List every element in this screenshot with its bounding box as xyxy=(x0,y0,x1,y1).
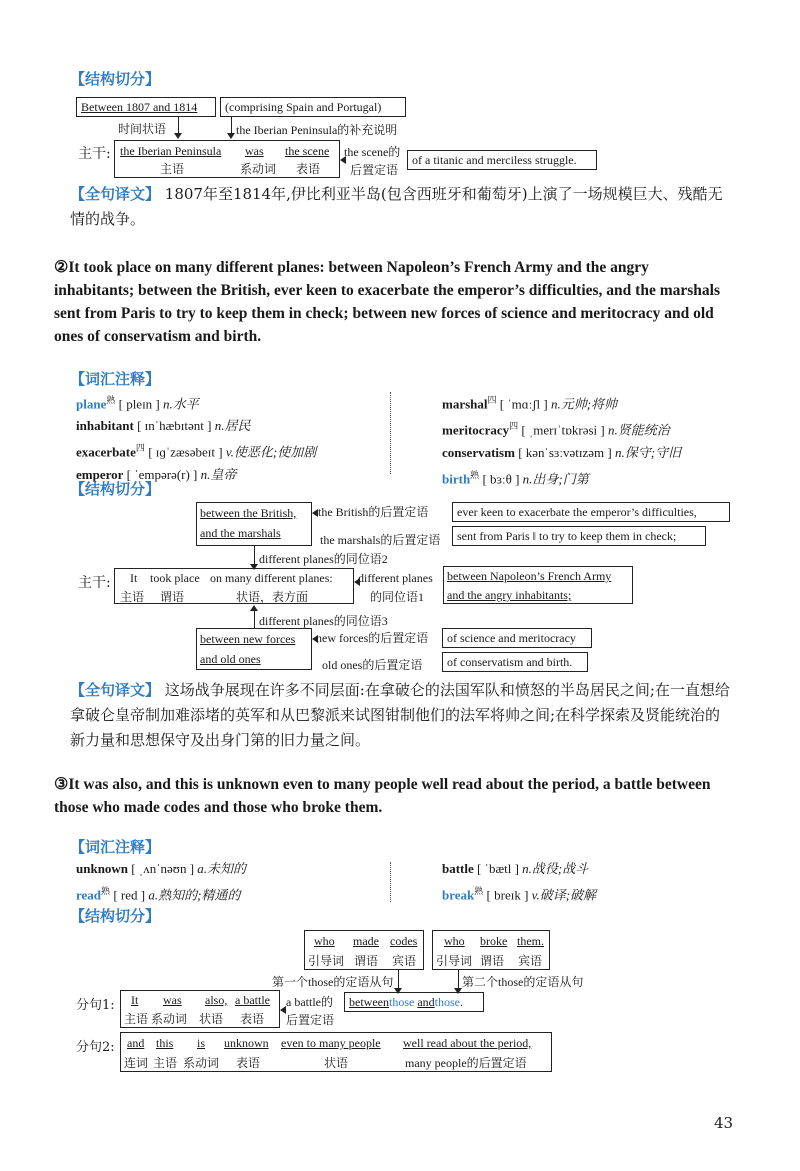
conservatism-box xyxy=(442,652,588,672)
rc1-note: 第一个those的定语从句 xyxy=(272,975,394,989)
translation-2 xyxy=(70,678,732,753)
those-1: those xyxy=(388,995,415,1009)
rc2-rel-label: 引导词 xyxy=(436,954,473,968)
vocab-item: emperor [ ˈempərə(r) ] n.皇帝 xyxy=(76,466,237,482)
clause1-pred-label: 表语 xyxy=(240,1012,265,1026)
structure-heading-1: 【结构切分】 xyxy=(70,70,161,88)
rc2-broke: broke xyxy=(480,934,508,948)
vocab-item: read$^熟$ [ red ] a.熟知的;精通的 xyxy=(76,886,241,903)
battle-note-1: a battle的 xyxy=(286,995,333,1009)
note-new-forces: new forces的后置定语 xyxy=(316,631,429,645)
sentence-3-number: ③ xyxy=(54,776,69,793)
rc1-made: made xyxy=(353,934,379,948)
rc1-obj-label: 宾语 xyxy=(392,954,417,968)
vocab-item: marshal$^四$ [ ˈmɑːʃl ] n.元帅;将帅 xyxy=(442,395,618,412)
sentence-3-text: It was also, and this is unknown even to many people well read about the period, a battle between those who made codes and those who broke them. xyxy=(54,776,711,816)
rc1-who: who xyxy=(314,934,335,948)
vocab-divider xyxy=(390,392,391,474)
time-adverbial-text: Between 1807 and 1814 xyxy=(81,100,198,114)
clause1-subject-label: 主语 xyxy=(124,1012,149,1026)
clause2-and: and xyxy=(127,1036,145,1050)
vocab-item: conservatism [ kənˈsɜːvətɪzəm ] n.保守;守旧 xyxy=(442,444,682,460)
time-adverbial-box xyxy=(76,97,216,117)
note-time-adverbial: 时间状语 xyxy=(118,122,167,136)
keen-text: ever keen to exacerbate the emperor’s difficulties, xyxy=(457,505,697,519)
clause2-unknown: unknown xyxy=(224,1036,269,1050)
attributive-text: of a titanic and merciless struggle. xyxy=(412,153,577,167)
main-adverbial-label: 状语，表方面 xyxy=(236,590,309,604)
between-british: between the British, xyxy=(200,506,297,520)
appositive-2-note: different planes的同位语2 xyxy=(259,552,388,566)
science-text: of science and meritocracy xyxy=(447,631,576,645)
sent-text: sent from Paris ‖ to try to keep them in check; xyxy=(457,529,677,543)
between-word: between xyxy=(349,995,389,1009)
main-predicative: the scene xyxy=(285,144,330,158)
vocab-item: break$^熟$ [ breɪk ] v.破译;破解 xyxy=(442,886,597,903)
parenthetical-box xyxy=(220,97,406,117)
clause2-adv-label: 状语 xyxy=(324,1056,349,1070)
vocab-item: unknown [ ˌʌnˈnəʊn ] a.未知的 xyxy=(76,861,247,876)
and-marshals: and the marshals xyxy=(200,526,281,540)
sentence-2-number: ② xyxy=(54,259,69,276)
clause2-link-label: 系动词 xyxy=(183,1056,220,1070)
clause2-this: this xyxy=(156,1036,174,1050)
vocab-list-3-right xyxy=(442,858,596,906)
clause2-attr-label: many people的后置定语 xyxy=(405,1056,527,1070)
note-british: the British的后置定语 xyxy=(318,505,429,519)
vocab-item: plane$^熟$ [ pleɪn ] n.水平 xyxy=(76,395,199,412)
verb-label: 系动词 xyxy=(240,162,277,176)
rc2-obj-label: 宾语 xyxy=(518,954,543,968)
vocab-heading-2: 【词汇注释】 xyxy=(70,370,161,388)
battle-note-2: 后置定语 xyxy=(286,1013,335,1027)
those-2: those xyxy=(434,995,460,1009)
rc1-rel-label: 引导词 xyxy=(308,954,345,968)
main-label-1: 主干: xyxy=(78,146,111,162)
main-verb-label: 谓语 xyxy=(160,590,185,604)
vocab-item: exacerbate$^四$ [ ɪɡˈzæsəbeɪt ] v.使恶化;使加剧 xyxy=(76,443,317,460)
clause1-it: It xyxy=(131,993,139,1007)
vocab-item: meritocracy$^四$ [ ˌmerɪˈtɒkrəsi ] n.贤能统治 xyxy=(442,421,670,438)
subject-label: 主语 xyxy=(160,162,185,176)
parenthetical-text: (comprising Spain and Portugal) xyxy=(225,100,382,114)
vocab-item: inhabitant [ ɪnˈhæbɪtənt ] n.居民 xyxy=(76,418,251,434)
rc2-note: 第二个those的定语从句 xyxy=(462,975,584,989)
main-verb: was xyxy=(245,144,264,158)
rc2-who: who xyxy=(444,934,465,948)
sentence-2 xyxy=(54,256,730,348)
clause1-adv-label: 状语 xyxy=(199,1012,224,1026)
appositive-1-note-a: different planes xyxy=(358,571,433,585)
clause1-was: was xyxy=(163,993,182,1007)
main-planes: on many different planes: xyxy=(210,571,333,585)
vocab-list-2-left xyxy=(76,389,316,486)
note-marshals: the marshals的后置定语 xyxy=(320,533,441,547)
vocab-item: birth$^熟$ [ bɜːθ ] n.出身;门第 xyxy=(442,469,589,486)
clause2-label: 分句2: xyxy=(76,1040,115,1055)
scene-note-1: the scene的 xyxy=(344,145,401,159)
clause2-well: well read about the period, xyxy=(403,1036,532,1050)
and-angry-inhabitants: and the angry inhabitants; xyxy=(447,588,572,602)
clause1-also: also, xyxy=(205,993,228,1007)
between-napoleon: between Napoleon’s French Army xyxy=(447,569,612,583)
science-box xyxy=(442,628,592,648)
period: . xyxy=(460,995,463,1009)
translation-label-2: 【全句译文】 xyxy=(70,681,161,699)
and-old-ones: and old ones xyxy=(200,652,261,666)
between-new-forces: between new forces xyxy=(200,632,296,646)
and-word: and xyxy=(417,995,435,1009)
clause1-battle: a battle xyxy=(235,993,270,1007)
main-it: It xyxy=(130,571,138,585)
page-number: 43 xyxy=(714,1114,734,1132)
sentence-2-text: It took place on many different planes: between Napoleon’s French Army and the angry inhabitants; between the British, ever keen to exacerbate the emperor’s difficulties, and the marshals sent from Paris to try to keep them in check; between new forces of science and meritocracy and old ones of conservatism and birth. xyxy=(54,259,720,345)
vocab-heading-3: 【词汇注释】 xyxy=(70,838,161,856)
rc1-codes: codes xyxy=(390,934,418,948)
note-parenthetical: the Iberian Peninsula的补充说明 xyxy=(236,123,398,137)
translation-text-1: 1807年至1814年,伊比利亚半岛(包含西班牙和葡萄牙)上演了一场规模巨大、残酷无情的战争。 xyxy=(70,185,723,228)
main-took: took place xyxy=(150,571,200,585)
clause2-is: is xyxy=(197,1036,206,1050)
sent-box xyxy=(452,526,706,546)
structure-heading-3: 【结构切分】 xyxy=(70,907,161,925)
vocab-divider-3 xyxy=(390,862,391,902)
appositive-3-note: different planes的同位语3 xyxy=(259,614,388,628)
vocab-item: battle [ ˈbætl ] n.战役;战斗 xyxy=(442,861,589,876)
clause2-subject-label: 主语 xyxy=(153,1056,178,1070)
translation-label-1: 【全句译文】 xyxy=(70,185,161,203)
appositive-1-note-b: 的同位语1 xyxy=(370,590,425,604)
sentence-3 xyxy=(54,773,730,819)
between-those-box xyxy=(344,992,484,1012)
vocab-list-3-left xyxy=(76,858,246,906)
structure-heading-2: 【结构切分】 xyxy=(70,480,161,498)
main-subject: the Iberian Peninsula xyxy=(120,144,222,158)
clause2-pred-label: 表语 xyxy=(236,1056,261,1070)
note-old-ones: old ones的后置定语 xyxy=(322,658,423,672)
clause2-conj-label: 连词 xyxy=(124,1056,149,1070)
rc1-verb-label: 谓语 xyxy=(354,954,379,968)
attributive-box xyxy=(407,150,597,170)
main-label-2: 主干: xyxy=(78,575,111,591)
clause1-link-label: 系动词 xyxy=(151,1012,188,1026)
rc2-them: them. xyxy=(517,934,544,948)
scene-note-2: 后置定语 xyxy=(350,163,399,177)
vocab-list-2-right xyxy=(442,389,681,490)
translation-1 xyxy=(70,182,730,232)
translation-text-2: 这场战争展现在许多不同层面:在拿破仑的法国军队和愤怒的半岛居民之间;在一直想给拿破仑皇帝制加难添堵的英军和从巴黎派来试图钳制他们的法军将帅之间;在科学探索及贤能统治的新力量和思想保守及出身门第的旧力量之间。 xyxy=(70,681,730,749)
clause2-even: even to many people xyxy=(281,1036,381,1050)
conservatism-text: of conservatism and birth. xyxy=(447,655,573,669)
keen-box xyxy=(452,502,730,522)
rc2-verb-label: 谓语 xyxy=(480,954,505,968)
predicative-label: 表语 xyxy=(296,162,321,176)
main-subject-label: 主语 xyxy=(120,590,145,604)
clause1-label: 分句1: xyxy=(76,998,115,1013)
